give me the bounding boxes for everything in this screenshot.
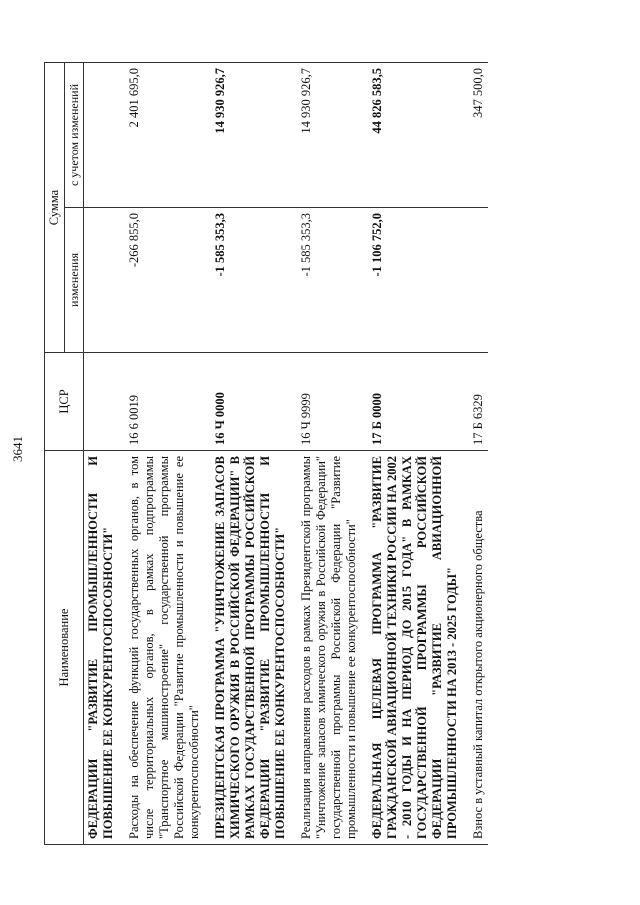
row-csr-cell: 16 6 0019 bbox=[125, 353, 204, 451]
row-name-cell: Расходы на обеспечение функций государственных органов, в том числе территориальных органов, в рамках подпрограммы "Транспортное машиностроение" государственной программы Российской Федерации "Развитие промышленности и повышение ее конкурентоспособности" bbox=[125, 451, 204, 845]
table-row bbox=[84, 63, 119, 845]
spacer-cell bbox=[204, 208, 211, 353]
row-spacer bbox=[204, 63, 211, 845]
spacer-cell bbox=[361, 353, 368, 451]
row-with-changes-cell: 2 401 695,0 bbox=[125, 63, 204, 208]
spacer-cell bbox=[462, 63, 469, 208]
spacer-cell bbox=[290, 451, 297, 845]
table-row bbox=[469, 63, 488, 845]
spacer-cell bbox=[361, 208, 368, 353]
spacer-cell bbox=[462, 451, 469, 845]
header-changes: изменения bbox=[65, 208, 84, 353]
header-csr: ЦСР bbox=[45, 353, 84, 451]
row-with-changes-cell: 44 826 583,5 bbox=[368, 63, 462, 208]
row-changes-cell: -266 855,0 bbox=[125, 208, 204, 353]
row-with-changes-cell: 14 930 926,7 bbox=[211, 63, 290, 208]
row-name-cell: ФЕДЕРАЛЬНАЯ ЦЕЛЕВАЯ ПРОГРАММА "РАЗВИТИЕ ГРАЖДАНСКОЙ АВИАЦИОННОЙ ТЕХНИКИ РОССИИ НА 2002 - 2010 ГОДЫ И НА ПЕРИОД ДО 2015 ГОДА" В РАМКАХ ГОСУДАРСТВЕННОЙ ПРОГРАММЫ РОССИЙСКОЙ ФЕДЕРАЦИИ "РАЗВИТИЕ АВИАЦИОННОЙ ПРОМЫШЛЕННОСТИ НА 2013 - 2025 ГОДЫ" bbox=[368, 451, 462, 845]
spacer-cell bbox=[361, 451, 368, 845]
row-spacer bbox=[118, 63, 125, 845]
row-changes-cell: -1 585 353,3 bbox=[297, 208, 361, 353]
row-name-cell: Реализация направления расходов в рамках Президентской программы "Уничтожение запасов химического оружия в Российской Федерации" государственной программы Российской Федерации "Развитие промышленности и повышение ее конкурентоспособности" bbox=[297, 451, 361, 845]
row-csr-cell bbox=[84, 353, 119, 451]
spacer-cell bbox=[204, 451, 211, 845]
spacer-cell bbox=[462, 353, 469, 451]
row-csr-cell: 16 Ч 0000 bbox=[211, 353, 290, 451]
page-number: 3641 bbox=[10, 436, 25, 462]
row-spacer bbox=[290, 63, 297, 845]
header-name: Наименование bbox=[45, 451, 84, 845]
spacer-cell bbox=[204, 63, 211, 208]
row-with-changes-cell: 14 930 926,7 bbox=[297, 63, 361, 208]
spacer-cell bbox=[118, 353, 125, 451]
spacer-cell bbox=[361, 63, 368, 208]
table-body bbox=[84, 63, 489, 845]
table-header bbox=[45, 63, 84, 845]
header-with-changes: с учетом изменений bbox=[65, 63, 84, 208]
table-row bbox=[125, 63, 204, 845]
row-csr-cell: 16 Ч 9999 bbox=[297, 353, 361, 451]
spacer-cell bbox=[118, 451, 125, 845]
row-name-cell: Взнос в уставный капитал открытого акционерного общества bbox=[469, 451, 488, 845]
spacer-cell bbox=[118, 63, 125, 208]
row-spacer bbox=[361, 63, 368, 845]
row-with-changes-cell bbox=[84, 63, 119, 208]
row-name-cell: ФЕДЕРАЦИИ "РАЗВИТИЕ ПРОМЫШЛЕННОСТИ И ПОВЫШЕНИЕ ЕЕ КОНКУРЕНТОСПОСОБНОСТИ" bbox=[84, 451, 119, 845]
row-changes-cell bbox=[469, 208, 488, 353]
budget-table bbox=[44, 62, 488, 845]
spacer-cell bbox=[204, 353, 211, 451]
table-row bbox=[297, 63, 361, 845]
row-spacer bbox=[462, 63, 469, 845]
row-csr-cell: 17 Б 6329 bbox=[469, 353, 488, 451]
row-changes-cell bbox=[84, 208, 119, 353]
header-sum: Сумма bbox=[45, 63, 65, 353]
row-with-changes-cell: 347 500,0 bbox=[469, 63, 488, 208]
spacer-cell bbox=[290, 63, 297, 208]
spacer-cell bbox=[290, 353, 297, 451]
table-row bbox=[211, 63, 290, 845]
row-changes-cell: -1 106 752,0 bbox=[368, 208, 462, 353]
row-csr-cell: 17 Б 0000 bbox=[368, 353, 462, 451]
row-name-cell: ПРЕЗИДЕНТСКАЯ ПРОГРАММА "УНИЧТОЖЕНИЕ ЗАПАСОВ ХИМИЧЕСКОГО ОРУЖИЯ В РОССИЙСКОЙ ФЕДЕРАЦИИ" В РАМКАХ ГОСУДАРСТВЕННОЙ ПРОГРАММЫ РОССИЙСКОЙ ФЕДЕРАЦИИ "РАЗВИТИЕ ПРОМЫШЛЕННОСТИ И ПОВЫШЕНИЕ ЕЕ КОНКУРЕНТОСПОСОБНОСТИ" bbox=[211, 451, 290, 845]
spacer-cell bbox=[118, 208, 125, 353]
spacer-cell bbox=[290, 208, 297, 353]
spacer-cell bbox=[462, 208, 469, 353]
table-row bbox=[368, 63, 462, 845]
row-changes-cell: -1 585 353,3 bbox=[211, 208, 290, 353]
